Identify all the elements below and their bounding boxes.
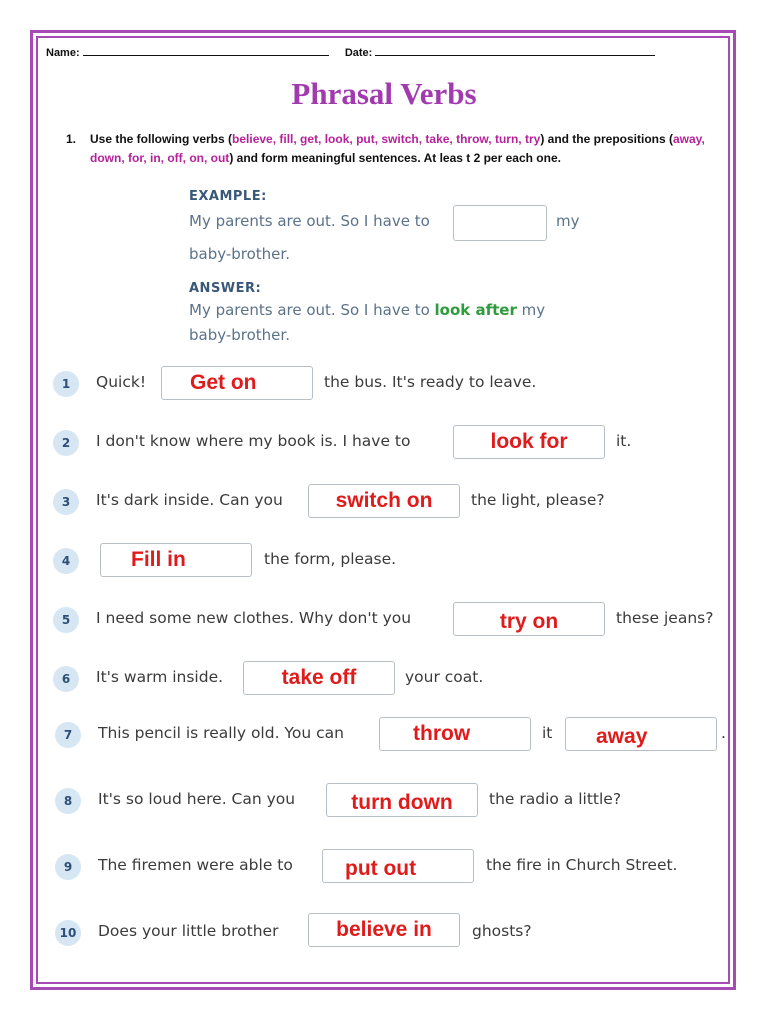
- name-label: Name:: [46, 47, 80, 59]
- question-number-10: 10: [55, 920, 81, 946]
- date-label: Date:: [344, 47, 373, 59]
- question-5-end: these jeans?: [616, 609, 714, 627]
- question-number-7: 7: [55, 722, 81, 748]
- question-2-text: I don't know where my book is. I have to: [96, 432, 411, 450]
- example-label: EXAMPLE:: [189, 189, 267, 204]
- question-9-end: the fire in Church Street.: [486, 856, 678, 874]
- instruction-part2: ) and the prepositions (: [540, 132, 673, 146]
- preposition-list: away, down, for, in, off, on, out: [90, 132, 705, 165]
- question-6-end: your coat.: [405, 668, 484, 686]
- date-line[interactable]: [375, 55, 655, 56]
- question-3-end: the light, please?: [471, 491, 605, 509]
- question-5-text: I need some new clothes. Why don't you: [96, 609, 412, 627]
- question-number-9: 9: [55, 854, 81, 880]
- answer-line1: [189, 301, 545, 319]
- question-number-5: 5: [53, 607, 79, 633]
- question-8-text: It's so loud here. Can you: [98, 790, 296, 808]
- answer-label: ANSWER:: [189, 281, 262, 296]
- question-10-text: Does your little brother: [98, 922, 279, 940]
- answer-box-10[interactable]: believe in: [308, 913, 460, 947]
- answer-line1-end: my: [516, 301, 546, 319]
- answer-box-7a[interactable]: throw: [379, 717, 531, 751]
- answer-highlight: look after: [434, 301, 517, 319]
- question-number-8: 8: [55, 788, 81, 814]
- question-number-2: 2: [53, 430, 79, 456]
- example-line2: baby-brother.: [189, 245, 290, 263]
- verb-list: believe, fill, get, look, put, switch, take, throw, turn, try: [232, 132, 541, 146]
- question-number-4: 4: [53, 548, 79, 574]
- question-1-end: the bus. It's ready to leave.: [324, 373, 537, 391]
- answer-box-7b[interactable]: away: [565, 717, 717, 751]
- question-10-end: ghosts?: [472, 922, 532, 940]
- question-number-3: 3: [53, 489, 79, 515]
- question-4-end: the form, please.: [264, 550, 397, 568]
- answer-line2: baby-brother.: [189, 326, 290, 344]
- answer-box-9[interactable]: put out: [322, 849, 474, 883]
- question-1-text: Quick!: [96, 373, 147, 391]
- question-7-text: This pencil is really old. You can: [98, 724, 344, 742]
- question-8-end: the radio a little?: [489, 790, 622, 808]
- question-2-end: it.: [616, 432, 632, 450]
- question-3-text: It's dark inside. Can you: [96, 491, 283, 509]
- answer-box-2[interactable]: look for: [453, 425, 605, 459]
- answer-box-5[interactable]: try on: [453, 602, 605, 636]
- page-title: Phrasal Verbs: [291, 76, 477, 111]
- instruction-part1: Use the following verbs (: [90, 132, 233, 146]
- question-number-1: 1: [53, 371, 79, 397]
- answer-box-4[interactable]: Fill in: [100, 543, 252, 577]
- example-line1-end: my: [556, 212, 580, 230]
- name-line[interactable]: [83, 55, 329, 56]
- answer-box-8[interactable]: turn down: [326, 783, 478, 817]
- answer-line1-start: My parents are out. So I have to: [189, 301, 435, 319]
- instruction-number: 1.: [66, 132, 77, 146]
- instruction-text: [90, 130, 730, 168]
- example-blank-box: [453, 205, 547, 241]
- question-9-text: The firemen were able to: [98, 856, 293, 874]
- question-7-end: .: [721, 724, 726, 742]
- name-date-header: [46, 47, 655, 59]
- question-7-mid: it: [542, 724, 553, 742]
- question-6-text: It's warm inside.: [96, 668, 224, 686]
- example-line1: My parents are out. So I have to: [189, 212, 430, 230]
- answer-box-6[interactable]: take off: [243, 661, 395, 695]
- question-number-6: 6: [53, 666, 79, 692]
- answer-box-1[interactable]: Get on: [161, 366, 313, 400]
- instruction-part3: ) and form meaningful sentences. At leas t 2 per each one.: [229, 151, 561, 165]
- answer-box-3[interactable]: switch on: [308, 484, 460, 518]
